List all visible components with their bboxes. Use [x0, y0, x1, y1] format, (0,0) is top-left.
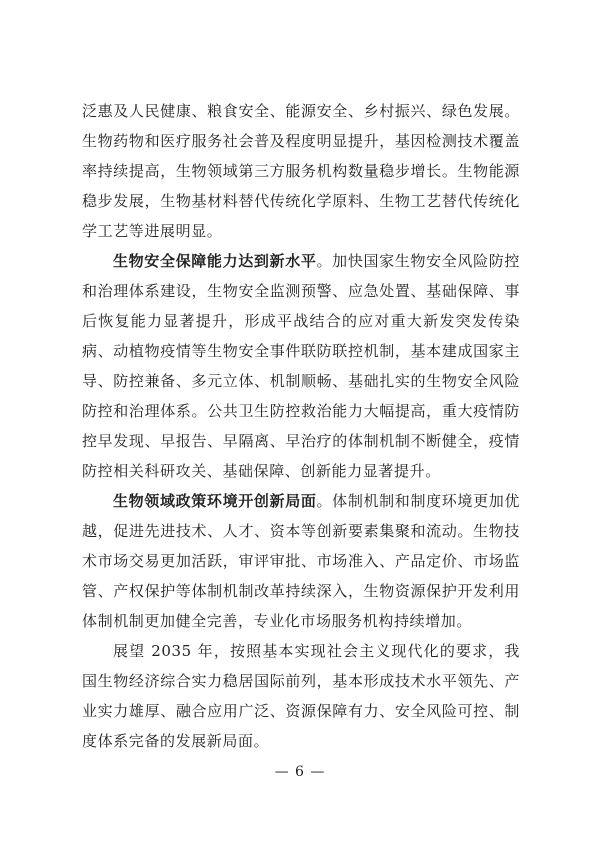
- text-block: [82, 96, 520, 756]
- paragraph: [82, 96, 520, 246]
- paragraph: [82, 246, 520, 486]
- paragraph: [82, 636, 520, 756]
- paragraph-bold-lead: 生物领域政策环境开创新局面: [113, 492, 317, 510]
- page-number: — 6 —: [274, 764, 326, 780]
- paragraph-text: 泛惠及人民健康、粮食安全、能源安全、乡村振兴、绿色发展。生物药物和医疗服务社会普及程度明显提升，基因检测技术覆盖率持续提高，生物领域第三方服务机构数量稳步增长。生物能源稳步发展，生物基材料替代传统化学原料、生物工艺替代传统化学工艺等进展明显。: [82, 102, 520, 240]
- paragraph-bold-lead: 生物安全保障能力达到新水平: [113, 252, 317, 270]
- paragraph: [82, 486, 520, 636]
- paragraph-text: 。加快国家生物安全风险防控和治理体系建设，生物安全监测预警、应急处置、基础保障、事后恢复能力显著提升，形成平战结合的应对重大新发突发传染病、动植物疫情等生物安全事件联防联控机制，基本建成国家主导、防控兼备、多元立体、机制顺畅、基础扎实的生物安全风险防控和治理体系。公共卫生防控救治能力大幅提高，重大疫情防控早发现、早报告、早隔离、早治疗的体制机制不断健全，疫情防控相关科研攻关、基础保障、创新能力显著提升。: [82, 252, 520, 480]
- paragraph-text: 展望 2035 年，按照基本实现社会主义现代化的要求，我国生物经济综合实力稳居国际前列，基本形成技术水平领先、产业实力雄厚、融合应用广泛、资源保障有力、安全风险可控、制度体系完备的发展新局面。: [82, 642, 520, 750]
- paragraph-text: 。体制机制和制度环境更加优越，促进先进技术、人才、资本等创新要素集聚和流动。生物技术市场交易更加活跃，审评审批、市场准入、产品定价、市场监管、产权保护等体制机制改革持续深入，生物资源保护开发利用体制机制更加健全完善，专业化市场服务机构持续增加。: [82, 492, 520, 630]
